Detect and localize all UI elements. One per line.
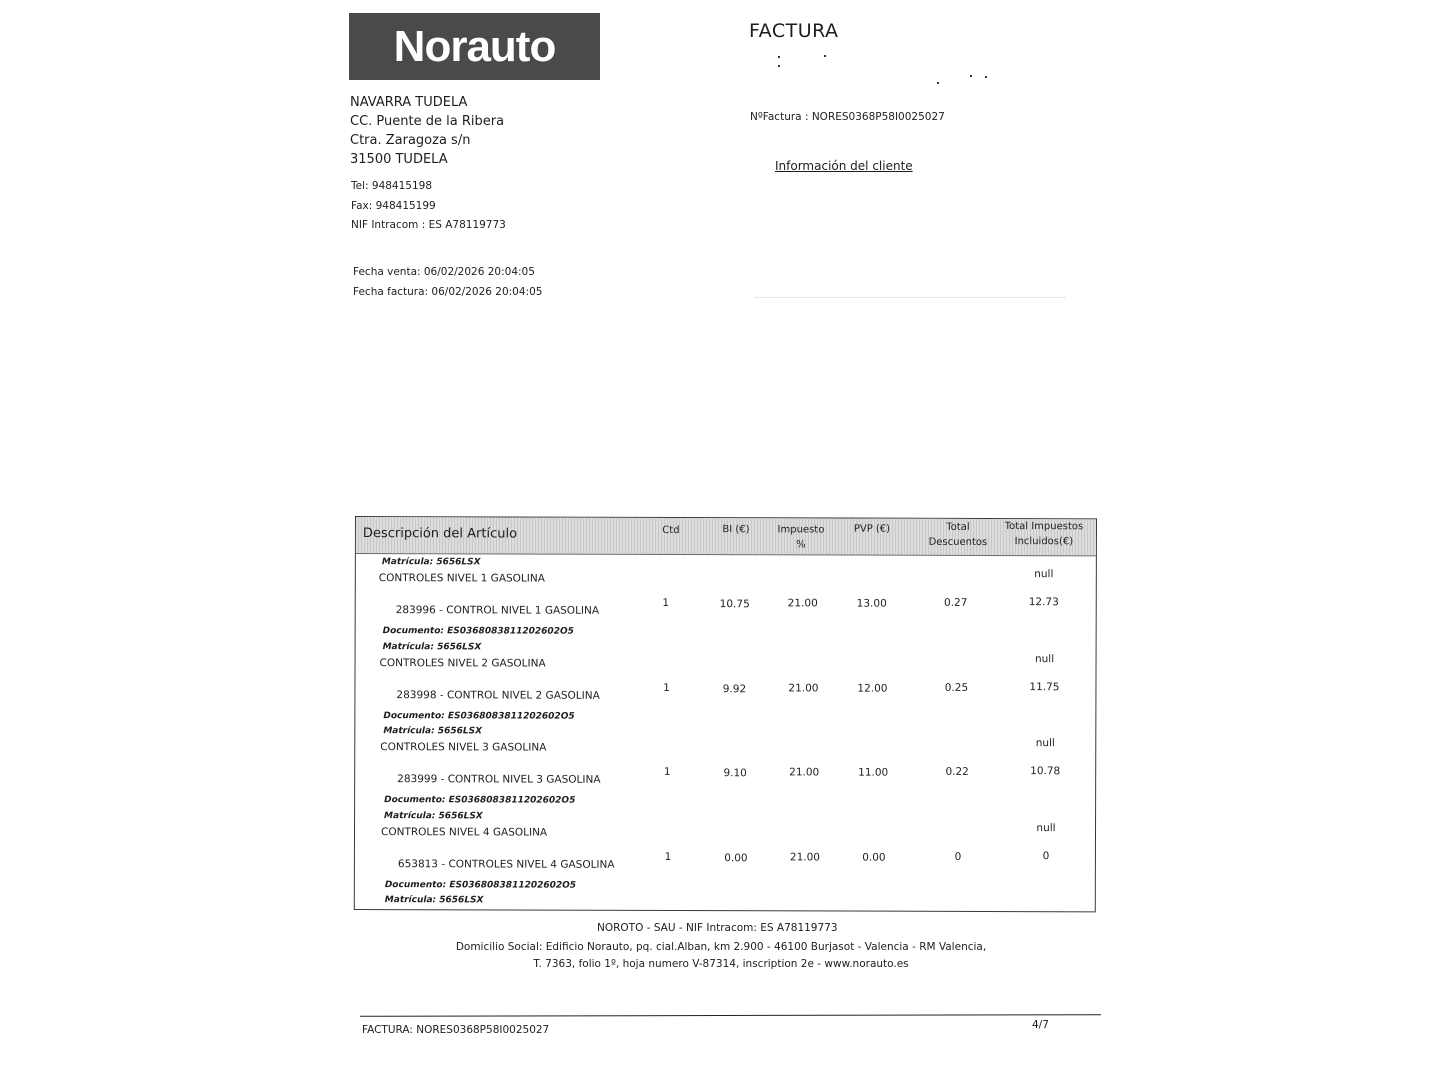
article-total: 10.78 [1030,765,1061,778]
article-bi: 9.92 [722,683,747,696]
article-total: 11.75 [1029,681,1060,694]
scan-speck [937,82,939,84]
scan-speck [778,65,780,67]
scan-speck [778,56,780,58]
article-ctd: 1 [663,765,671,778]
scan-speck [985,76,987,78]
header-impuesto-line1: Impuesto [777,524,825,536]
norauto-logo [349,13,600,80]
header-ctd: Ctd [662,524,680,537]
header-bi: BI (€) [722,524,750,536]
header-descuentos-line2: Descuentos [928,536,988,548]
article-bi: 9.10 [723,767,747,780]
article-bi: 10.75 [719,598,750,611]
matricula: Matrícula: 5656LSX [384,895,484,906]
faded-client-line [755,297,1065,298]
article-line: 283996 - CONTROL NIVEL 1 GASOLINA [395,604,600,617]
store-address-line1: CC. Puente de la Ribera [350,114,505,129]
article-descuento: 0.27 [944,596,968,609]
matricula: Matrícula: 5656LSX [384,811,483,822]
article-line: 283999 - CONTROL NIVEL 3 GASOLINA [397,773,601,786]
article-descuento: 0.25 [944,681,969,694]
item-group: CONTROLES NIVEL 3 GASOLINA [380,741,547,754]
store-nif: NIF Intracom : ES A78119773 [351,219,506,231]
header-impuesto-line2: % [796,539,806,551]
article-pvp: 11.00 [858,766,889,779]
scan-speck [824,55,826,57]
group-total: null [1034,568,1054,581]
article-pvp: 0.00 [862,851,886,864]
article-impuesto: 21.00 [787,597,818,610]
header-total-line1: Total Impuestos [1004,521,1084,533]
header-impuesto [768,522,834,552]
store-name: NAVARRA TUDELA [350,95,468,110]
article-ctd: 1 [664,850,672,863]
client-info-heading: Información del cliente [775,159,913,173]
header-total-line2: Incluidos(€) [1014,536,1074,548]
matricula: Matrícula: 5656LSX [382,642,482,653]
item-group: CONTROLES NIVEL 1 GASOLINA [378,572,545,585]
logo-text: Norauto [393,21,556,71]
article-descuento: 0.22 [945,765,969,778]
header-total-impuestos [996,519,1092,549]
store-fax: Fax: 948415199 [351,199,436,212]
header-description: Descripción del Artículo [362,526,518,542]
store-address [350,93,504,169]
article-pvp: 13.00 [856,597,887,610]
store-contact [351,177,506,236]
documento: Documento: ES0368083811202602O5 [384,880,577,891]
item-group: CONTROLES NIVEL 2 GASOLINA [379,657,546,670]
table-header [356,517,1096,556]
documento: Documento: ES0368083811202602O5 [383,711,575,722]
company-legal-name: NOROTO - SAU - NIF Intracom: ES A78119773 [597,922,838,934]
article-impuesto: 21.00 [789,766,820,779]
group-total: null [1036,822,1056,835]
header-descuentos [922,520,994,550]
store-address-line2: Ctra. Zaragoza s/n [350,133,471,148]
footer-invoice-ref: FACTURA: NORES0368P58I0025027 [362,1024,550,1036]
invoice-number: NºFactura : NORES0368P58I0025027 [750,111,945,123]
article-ctd: 1 [662,596,670,609]
item-group: CONTROLES NIVEL 4 GASOLINA [380,826,548,839]
fecha-venta: Fecha venta: 06/02/2026 20:04:05 [353,266,535,278]
items-table [354,516,1097,912]
matricula: Matrícula: 5656LSX [383,726,483,737]
article-total: 0 [1042,850,1050,863]
article-bi: 0.00 [724,852,748,865]
document-title: FACTURA [749,20,839,42]
documento: Documento: ES0368083811202602O5 [382,626,574,637]
fecha-factura: Fecha factura: 06/02/2026 20:04:05 [353,285,543,298]
group-total: null [1035,737,1055,750]
article-pvp: 12.00 [857,682,888,695]
article-impuesto: 21.00 [788,682,819,695]
header-pvp: PVP (€) [853,523,891,535]
article-total: 12.73 [1028,596,1059,609]
header-descuentos-line1: Total [946,521,970,533]
documento: Documento: ES0368083811202602O5 [384,795,576,806]
invoice-dates [353,263,542,302]
store-tel: Tel: 948415198 [351,180,433,192]
article-line: 653813 - CONTROLES NIVEL 4 GASOLINA [397,858,615,871]
footer-divider [360,1014,1101,1017]
article-line: 283998 - CONTROL NIVEL 2 GASOLINA [396,689,600,702]
article-descuento: 0 [954,850,962,863]
page-number: 4/7 [1032,1019,1049,1031]
article-ctd: 1 [663,681,670,694]
matricula: Matrícula: 5656LSX [381,557,481,568]
company-domicilio: Domicilio Social: Edificio Norauto, pq. cial.Alban, km 2.900 - 46100 Burjasot - Valencia - RM Valencia, T. 7363, folio 1º, hoja numero V-87314, inscription 2e - www.norauto.es [455,941,987,970]
article-impuesto: 21.00 [789,851,820,864]
group-total: null [1034,653,1055,666]
store-city: 31500 TUDELA [350,152,448,167]
scan-speck [970,75,972,77]
